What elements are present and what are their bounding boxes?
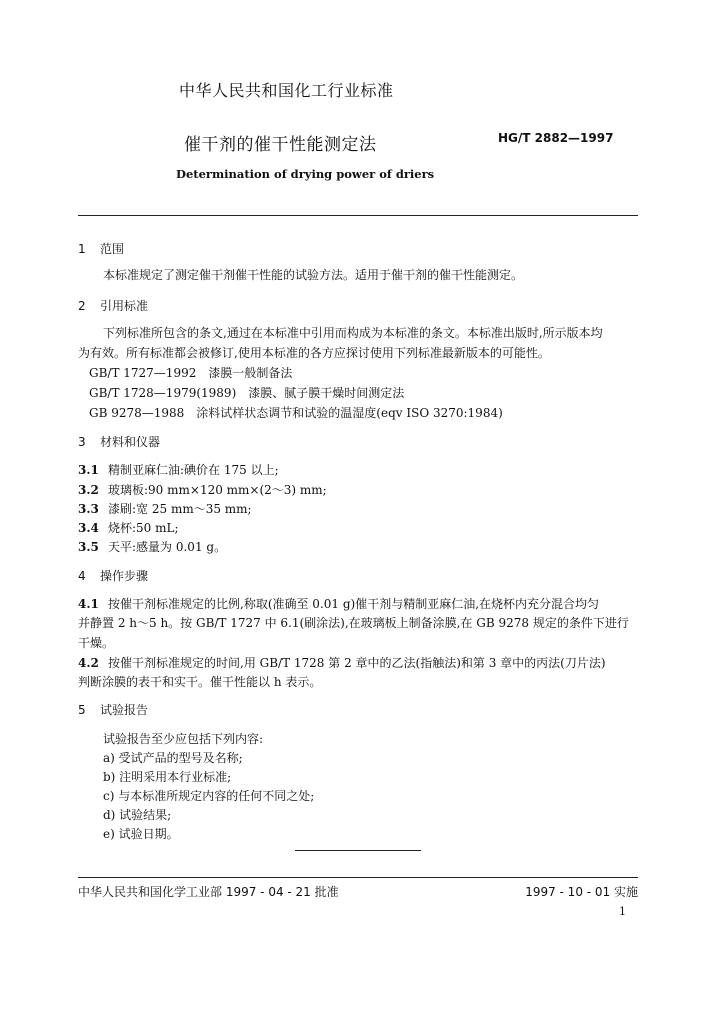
- section-2-heading: [78, 297, 148, 314]
- material-item-3-3: [78, 500, 252, 517]
- section-2-intro-line-2: 为有效。所有标准都会被修订,使用本标准的各方应探讨使用下列标准最新版本的可能性。: [78, 346, 550, 360]
- material-item-3-4: [78, 519, 179, 536]
- procedure-4-1-line-2: 并静置 2 h～5 h。按 GB/T 1727 中 6.1(刷涂法),在玻璃板上制备涂膜,在 GB 9278 规定的条件下进行: [78, 616, 629, 630]
- header-divider: [78, 215, 638, 216]
- section-1-heading: [78, 240, 124, 257]
- approval-statement: 中华人民共和国化学工业部 1997 - 04 - 21 批准: [78, 885, 339, 899]
- section-number: 3: [78, 435, 86, 449]
- page-number: 1: [619, 905, 626, 918]
- section-4-heading: [78, 567, 148, 584]
- implementation-date: 1997 - 10 - 01 实施: [525, 885, 638, 899]
- item-text: 漆刷:宽 25 mm～35 mm;: [108, 502, 252, 516]
- item-text: 精制亚麻仁油:碘价在 175 以上;: [108, 463, 279, 477]
- item-number: 3.2: [78, 483, 99, 497]
- footer-divider: [78, 877, 638, 878]
- section-number: 1: [78, 242, 86, 256]
- section-2-intro-line-1: 下列标准所包含的条文,通过在本标准中引用而构成为本标准的条文。本标准出版时,所示版本均: [103, 326, 603, 340]
- procedure-4-2-line-2: 判断涂膜的表干和实干。催干性能以 h 表示。: [78, 675, 322, 689]
- item-text: 玻璃板:90 mm×120 mm×(2～3) mm;: [108, 483, 327, 497]
- report-item-b: b) 注明采用本行业标准;: [103, 770, 232, 784]
- material-item-3-1: [78, 461, 279, 478]
- english-title: Determination of drying power of driers: [176, 167, 435, 181]
- section-3-heading: [78, 433, 160, 450]
- procedure-4-1-line-3: 干燥。: [78, 636, 115, 650]
- section-title: 试验报告: [100, 703, 149, 717]
- section-1-text: 本标准规定了测定催干剂催干性能的试验方法。适用于催干剂的催干性能测定。: [103, 268, 524, 282]
- item-number: 4.2: [78, 656, 99, 670]
- section-5-heading: [78, 701, 148, 718]
- section-title: 范围: [100, 242, 125, 256]
- reference-standard-1: GB/T 1727—1992 漆膜一般制备法: [89, 366, 293, 380]
- item-text: 按催干剂标准规定的时间,用 GB/T 1728 第 2 章中的乙法(指触法)和第 3 章中的丙法(刀片法): [108, 656, 606, 670]
- material-item-3-5: [78, 538, 226, 555]
- reference-standard-3: GB 9278—1988 涂料试样状态调节和试验的温湿度(eqv ISO 3270:1984): [89, 406, 503, 420]
- item-text: 天平:感量为 0.01 g。: [108, 540, 227, 554]
- report-item-a: a) 受试产品的型号及名称;: [103, 751, 243, 765]
- item-number: 3.4: [78, 521, 99, 535]
- section-number: 2: [78, 299, 86, 313]
- report-intro: 试验报告至少应包括下列内容:: [103, 732, 264, 746]
- report-item-e: e) 试验日期。: [103, 827, 179, 841]
- report-item-d: d) 试验结果;: [103, 808, 172, 822]
- section-title: 操作步骤: [100, 569, 149, 583]
- section-title: 材料和仪器: [100, 435, 161, 449]
- standard-category-title: 中华人民共和国化工行业标准: [179, 81, 394, 100]
- procedure-4-2-line-1: [78, 654, 606, 671]
- standard-code: HG/T 2882—1997: [498, 131, 614, 145]
- material-item-3-2: [78, 481, 327, 498]
- item-number: 3.5: [78, 540, 99, 554]
- item-number: 4.1: [78, 597, 99, 611]
- section-number: 5: [78, 703, 86, 717]
- procedure-4-1-line-1: [78, 595, 599, 612]
- item-number: 3.3: [78, 502, 99, 516]
- reference-standard-2: GB/T 1728—1979(1989) 漆膜、腻子膜干燥时间测定法: [89, 386, 405, 400]
- end-of-text-divider: [295, 850, 421, 851]
- section-title: 引用标准: [100, 299, 149, 313]
- document-title: 催干剂的催干性能测定法: [184, 135, 377, 155]
- section-number: 4: [78, 569, 86, 583]
- item-number: 3.1: [78, 463, 99, 477]
- report-item-c: c) 与本标准所规定内容的任何不同之处;: [103, 789, 315, 803]
- item-text: 烧杯:50 mL;: [108, 521, 179, 535]
- item-text: 按催干剂标准规定的比例,称取(准确至 0.01 g)催干剂与精制亚麻仁油,在烧杯内充分混合均匀: [108, 597, 600, 611]
